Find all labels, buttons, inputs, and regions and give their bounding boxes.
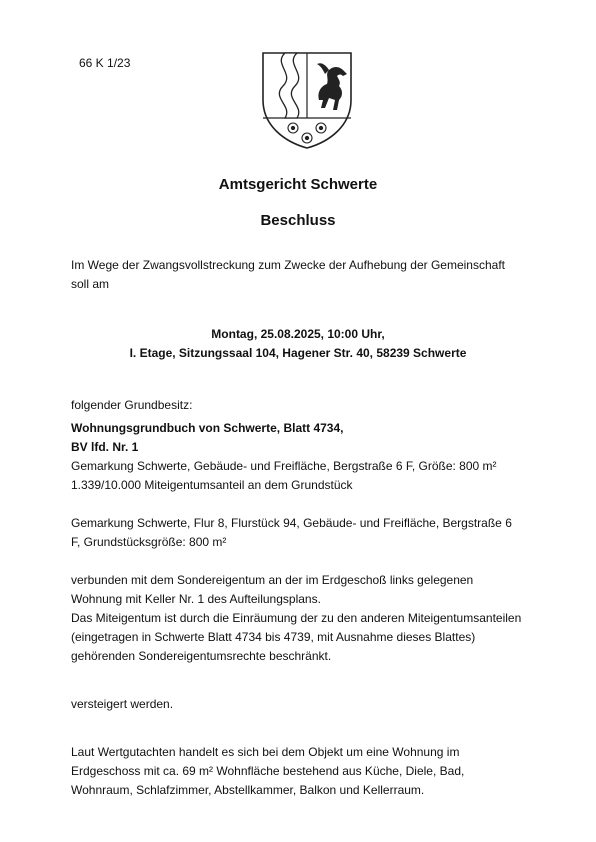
auction-text: versteigert werden.: [71, 697, 174, 711]
property-line: (eingetragen in Schwerte Blatt 4734 bis 4739, mit Ausnahme dieses Blattes): [71, 630, 476, 644]
property-line: Gemarkung Schwerte, Gebäude- und Freifläche, Bergstraße 6 F, Größe: 800 m²: [71, 459, 497, 473]
property-line: 1.339/10.000 Miteigentumsanteil an dem Grundstück: [71, 478, 353, 492]
case-number: 66 K 1/23: [79, 56, 131, 70]
document-title: Beschluss: [260, 212, 336, 229]
property-line: F, Grundstücksgröße: 800 m²: [71, 535, 227, 549]
property-line: verbunden mit dem Sondereigentum an der im Erdgeschoß links gelegenen: [71, 573, 474, 587]
intro-line: Im Wege der Zwangsvollstreckung zum Zwecke der Aufhebung der Gemeinschaft: [71, 258, 505, 272]
appointment-date: Montag, 25.08.2025, 10:00 Uhr,: [211, 327, 385, 341]
valuation-line: Erdgeschoss mit ca. 69 m² Wohnfläche bestehend aus Küche, Diele, Bad,: [71, 764, 465, 778]
property-line: Wohnung mit Keller Nr. 1 des Aufteilungsplans.: [71, 592, 321, 606]
bv-number: BV lfd. Nr. 1: [71, 440, 139, 454]
land-register-title: Wohnungsgrundbuch von Schwerte, Blatt 4734,: [71, 421, 344, 435]
property-label: folgender Grundbesitz:: [71, 398, 193, 412]
appointment-location: I. Etage, Sitzungssaal 104, Hagener Str. 40, 58239 Schwerte: [129, 346, 467, 360]
valuation-line: Wohnraum, Schlafzimmer, Abstellkammer, Balkon und Kellerraum.: [71, 783, 425, 797]
property-line: Das Miteigentum ist durch die Einräumung der zu den anderen Miteigentumsanteilen: [71, 611, 522, 625]
court-name: Amtsgericht Schwerte: [218, 176, 378, 193]
property-line: Gemarkung Schwerte, Flur 8, Flurstück 94, Gebäude- und Freifläche, Bergstraße 6: [71, 516, 512, 530]
property-line: gehörenden Sondereigentumsrechte beschränkt.: [71, 649, 332, 663]
intro-line: soll am: [71, 277, 110, 291]
nrw-coat-of-arms-icon: [259, 50, 355, 150]
valuation-line: Laut Wertgutachten handelt es sich bei dem Objekt um eine Wohnung im: [71, 745, 460, 759]
